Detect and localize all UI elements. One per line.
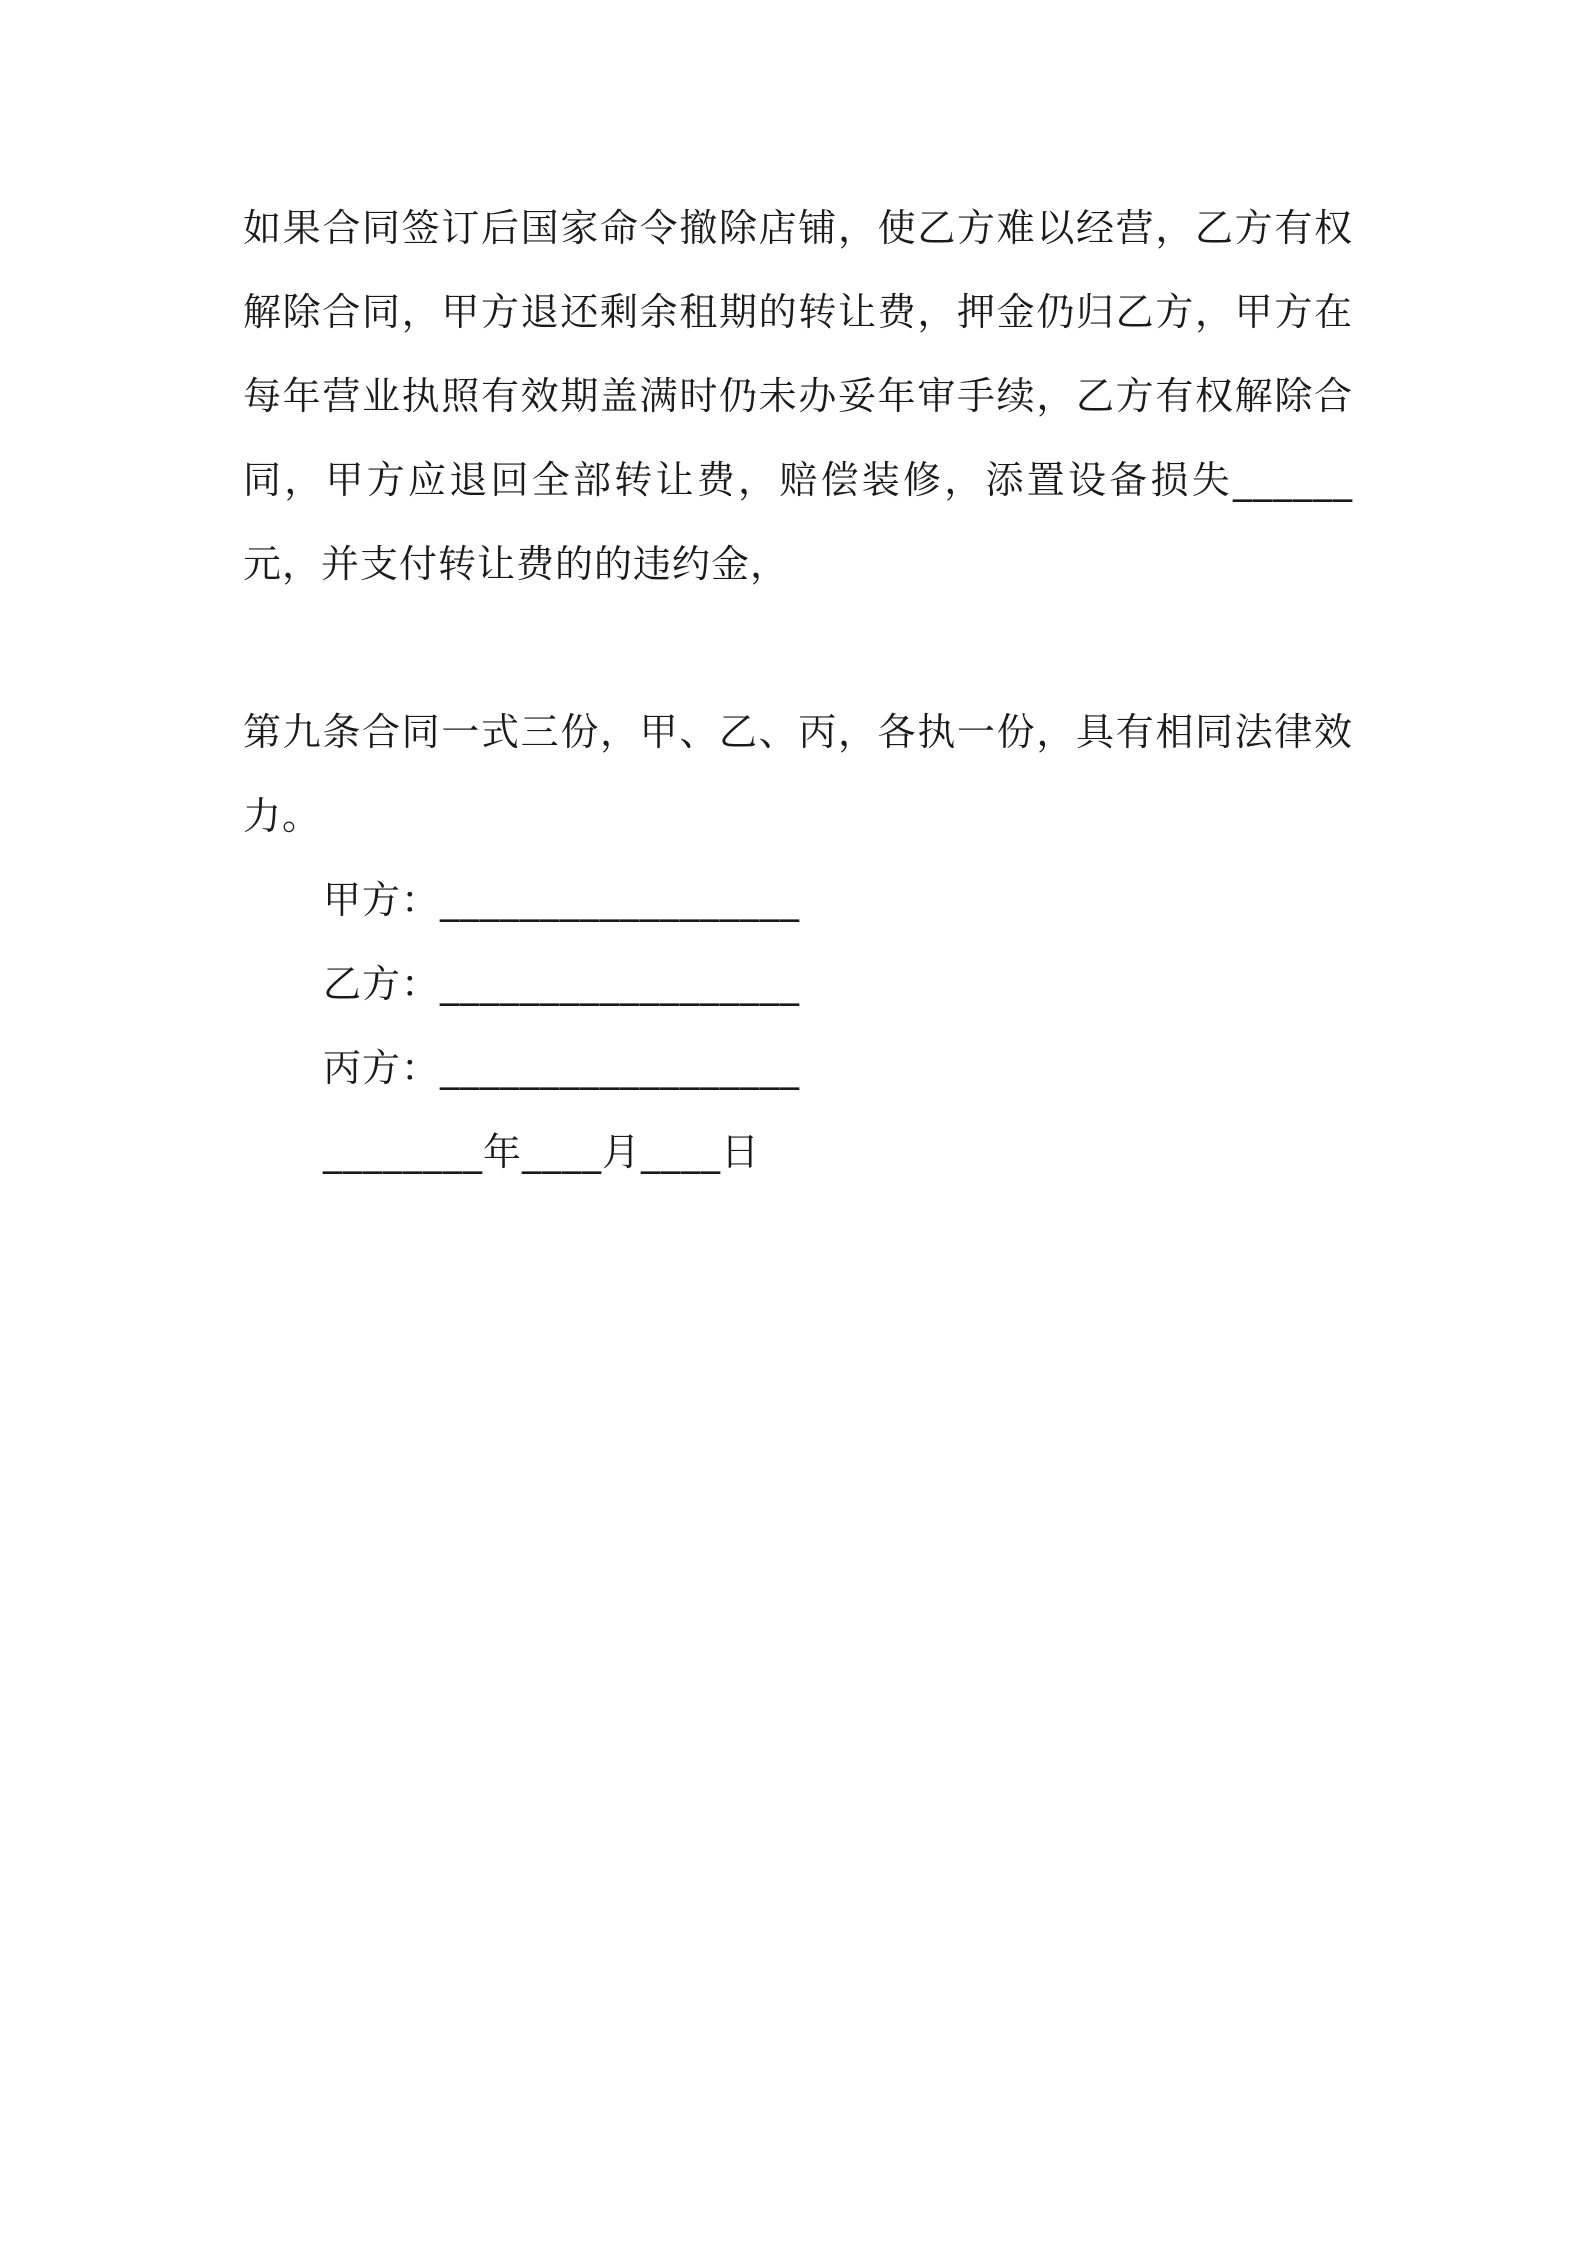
date-line: ________年____月____日: [323, 1130, 761, 1174]
paragraph-line: 元，并支付转让费的的违约金，: [243, 542, 790, 586]
clause-8-paragraph: [243, 186, 1353, 606]
paragraph-line: 第九条合同一式三份，甲、乙、丙，各执一份，具有相同法律效: [243, 710, 1353, 754]
signature-block: [323, 858, 800, 1194]
paragraph-line: 每年营业执照有效期盖满时仍未办妥年审手续，乙方有权解除合: [243, 374, 1353, 418]
paragraph-line: 同，甲方应退回全部转让费，赔偿装修，添置设备损失______: [243, 458, 1353, 502]
party-b-signature-line: 乙方：__________________: [323, 962, 801, 1006]
paragraph-line: 如果合同签订后国家命令撤除店铺，使乙方难以经营，乙方有权: [243, 206, 1353, 250]
paragraph-line: 力。: [243, 794, 322, 838]
party-a-signature-line: 甲方：__________________: [323, 878, 801, 922]
party-c-signature-line: 丙方：__________________: [323, 1046, 801, 1090]
paragraph-line: 解除合同，甲方退还剩余租期的转让费，押金仍归乙方，甲方在: [243, 290, 1353, 334]
clause-9-paragraph: [243, 690, 1353, 858]
